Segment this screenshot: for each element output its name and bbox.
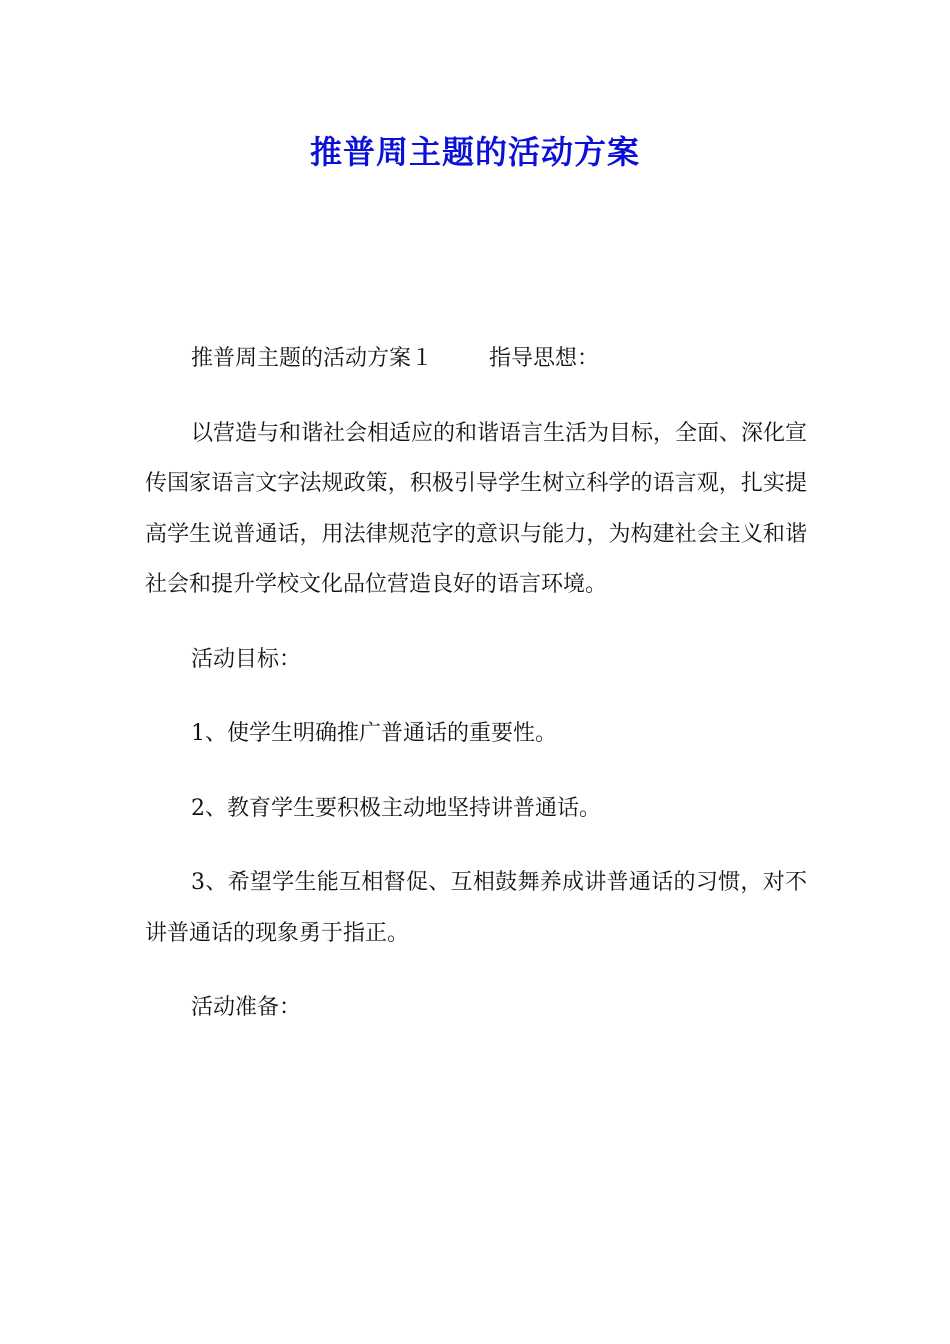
guiding-heading: 指导思想：: [489, 346, 600, 371]
guiding-paragraph: 以营造与和谐社会相适应的和谐语言生活为目标，全面、深化宣传国家语言文字法规政策，积极引导学生树立科学的语言观，扎实提高学生说普通话，用法律规范字的意识与能力，为构建社会主义和谐社会和提升学校文化品位营造良好的语言环境。: [145, 420, 808, 597]
goal-item-2: 2、教育学生要积极主动地坚持讲普通话。: [191, 795, 601, 821]
plan-heading: 推普周主题的活动方案１: [191, 346, 434, 371]
document-title: 推普周主题的活动方案: [309, 133, 640, 171]
goals-heading: 活动目标：: [191, 646, 302, 672]
goal-item-3: 3、希望学生能互相督促、互相鼓舞养成讲普通话的习惯，对不讲普通话的现象勇于指正。: [145, 870, 807, 946]
goal-item-1: 1、使学生明确推广普通话的重要性。: [191, 721, 557, 746]
prep-heading: 活动准备：: [191, 995, 302, 1020]
section-heading-guiding: [145, 334, 807, 385]
document-body: [145, 334, 807, 1058]
